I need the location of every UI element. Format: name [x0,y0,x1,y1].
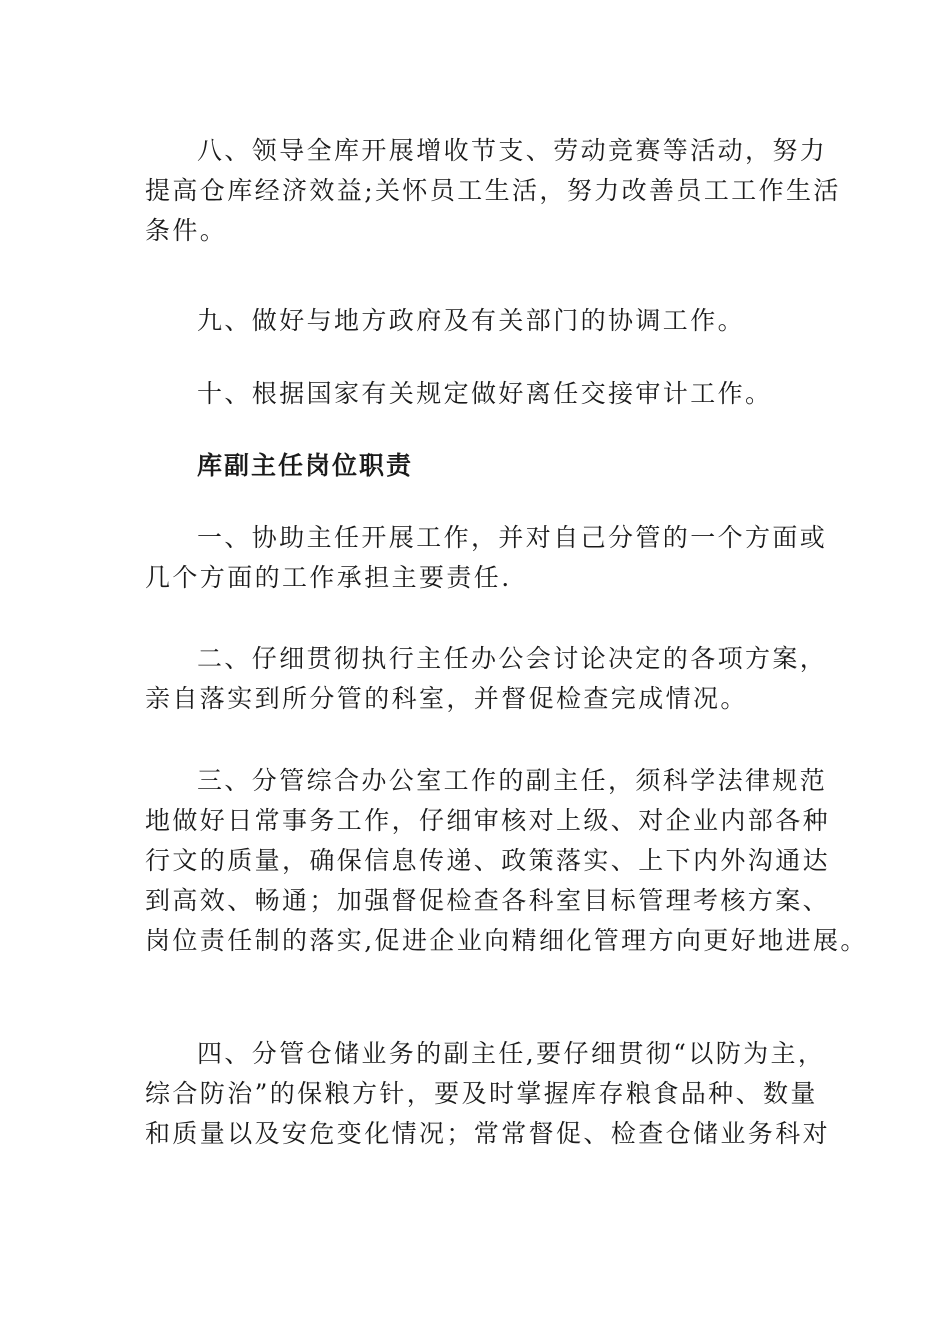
paragraph-10 [145,374,835,414]
paragraph-line: 岗位责任制的落实,促进企业向精细化管理方向更好地进展。 [145,926,868,955]
paragraph-line: 提高仓库经济效益;关怀员工生活，努力改善员工工作生活 [145,176,841,205]
paragraph-line: 二、仔细贯彻执行主任办公会讨论决定的各项方案， [197,644,828,673]
paragraph-9 [145,301,835,341]
paragraph-line: 条件。 [145,216,228,245]
paragraph-deputy-2 [145,639,835,719]
paragraph-deputy-4 [145,1034,835,1154]
paragraph-line: 地做好日常事务工作，仔细审核对上级、对企业内部各种 [145,806,831,835]
paragraph-line: 一、协助主任开展工作，并对自己分管的一个方面或 [197,523,828,552]
paragraph-line: 几个方面的工作承担主要责任. [145,563,512,592]
paragraph-line: 三、分管综合办公室工作的副主任，须科学法律规范 [197,766,828,795]
paragraph-line: 八、领导全库开展增收节支、劳动竞赛等活动，努力 [197,136,828,165]
paragraph-line: 综合防治”的保粮方针，要及时掌握库存粮食品种、数量 [145,1079,818,1108]
paragraph-line: 和质量以及安危变化情况；常常督促、检查仓储业务科对 [145,1119,831,1148]
paragraph-line: 十、根据国家有关规定做好离任交接审计工作。 [197,379,773,408]
paragraph-line: 到高效、畅通；加强督促检查各科室目标管理考核方案、 [145,886,831,915]
paragraph-line: 行文的质量，确保信息传递、政策落实、上下内外沟通达 [145,846,831,875]
paragraph-line: 四、分管仓储业务的副主任,要仔细贯彻“以防为主， [197,1039,826,1068]
paragraph-deputy-3 [145,761,868,961]
paragraph-line: 亲自落实到所分管的科室，并督促检查完成情况。 [145,684,748,713]
section-heading [145,446,835,486]
paragraph-deputy-1 [145,518,835,598]
paragraph-line: 九、做好与地方政府及有关部门的协调工作。 [197,306,746,335]
paragraph-8 [145,131,841,251]
section-heading-text: 库副主任岗位职责 [197,451,414,480]
